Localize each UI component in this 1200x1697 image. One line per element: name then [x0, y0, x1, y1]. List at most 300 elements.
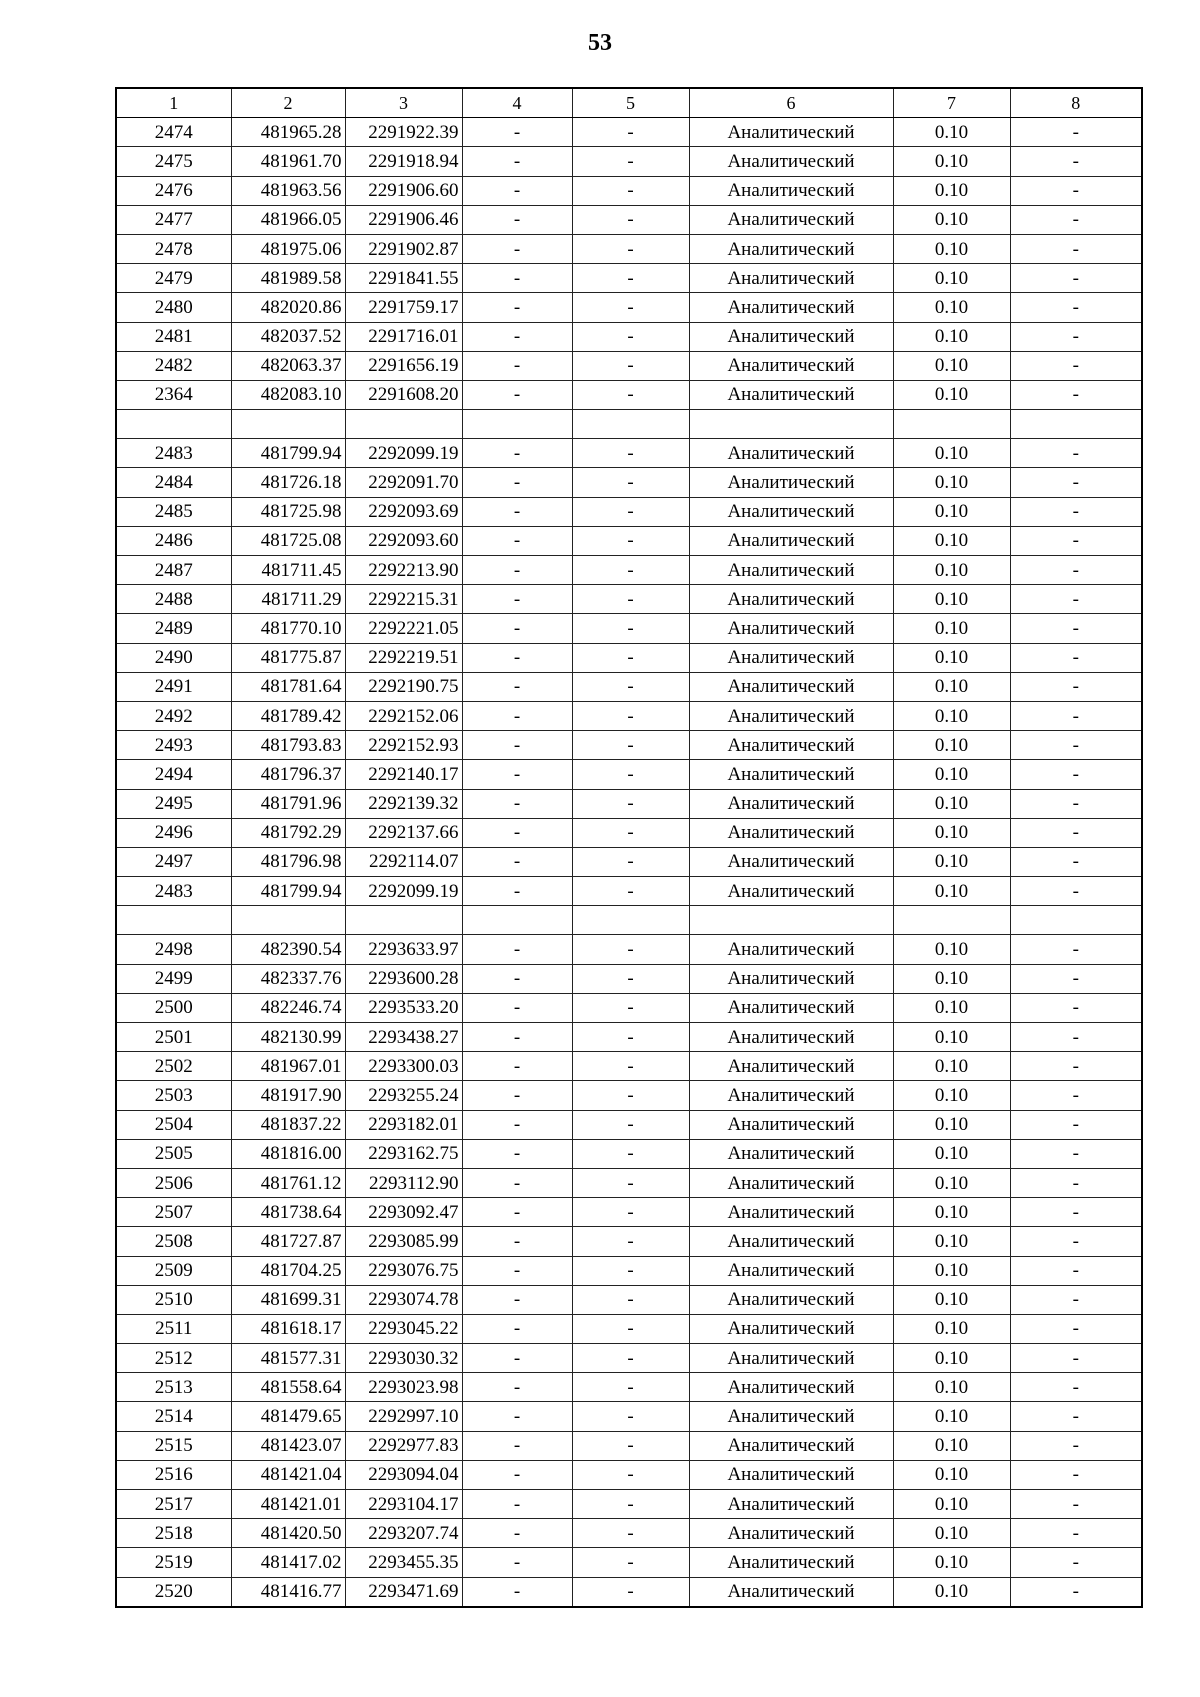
col-8-value-cell: - — [1010, 1431, 1142, 1460]
col-4-value-cell: - — [462, 585, 572, 614]
point-number-cell: 2481 — [116, 322, 231, 351]
table-row — [116, 1256, 1142, 1285]
col-5-value-cell: - — [572, 322, 689, 351]
separator-row — [116, 906, 1142, 935]
x-coordinate-cell: 482083.10 — [231, 380, 345, 409]
table-row — [116, 701, 1142, 730]
y-coordinate-cell: 2293533.20 — [345, 993, 462, 1022]
method-cell: Аналитический — [689, 1285, 893, 1314]
method-cell — [689, 410, 893, 439]
col-5-value-cell: - — [572, 701, 689, 730]
x-coordinate-cell: 481618.17 — [231, 1314, 345, 1343]
point-number-cell: 2477 — [116, 205, 231, 234]
col-8-value-cell: - — [1010, 1548, 1142, 1577]
col-4-value-cell: - — [462, 1373, 572, 1402]
col-5-value-cell: - — [572, 1519, 689, 1548]
col-8-value-cell: - — [1010, 1139, 1142, 1168]
accuracy-cell: 0.10 — [893, 1577, 1010, 1607]
x-coordinate-cell — [231, 410, 345, 439]
accuracy-cell: 0.10 — [893, 1314, 1010, 1343]
accuracy-cell: 0.10 — [893, 118, 1010, 147]
col-5-value-cell: - — [572, 1052, 689, 1081]
accuracy-cell: 0.10 — [893, 1198, 1010, 1227]
col-8-value-cell: - — [1010, 1081, 1142, 1110]
method-cell: Аналитический — [689, 672, 893, 701]
col-5-value-cell: - — [572, 1023, 689, 1052]
x-coordinate-cell: 481799.94 — [231, 877, 345, 906]
point-number-cell: 2508 — [116, 1227, 231, 1256]
point-number-cell: 2503 — [116, 1081, 231, 1110]
table-row — [116, 1227, 1142, 1256]
table-row — [116, 497, 1142, 526]
col-8-value-cell: - — [1010, 526, 1142, 555]
table-row — [116, 964, 1142, 993]
col-5-value-cell — [572, 906, 689, 935]
col-8-value-cell: - — [1010, 205, 1142, 234]
col-4-value-cell: - — [462, 234, 572, 263]
col-5-value-cell: - — [572, 147, 689, 176]
accuracy-cell: 0.10 — [893, 205, 1010, 234]
method-cell: Аналитический — [689, 1023, 893, 1052]
col-5-value-cell: - — [572, 993, 689, 1022]
y-coordinate-cell: 2292137.66 — [345, 818, 462, 847]
table-body — [116, 118, 1142, 1607]
table-row — [116, 1548, 1142, 1577]
col-5-value-cell: - — [572, 293, 689, 322]
x-coordinate-cell: 481816.00 — [231, 1139, 345, 1168]
table-row — [116, 1314, 1142, 1343]
col-8-value-cell: - — [1010, 1285, 1142, 1314]
method-cell: Аналитический — [689, 789, 893, 818]
y-coordinate-cell: 2292152.93 — [345, 731, 462, 760]
point-number-cell: 2486 — [116, 526, 231, 555]
method-cell: Аналитический — [689, 1431, 893, 1460]
accuracy-cell: 0.10 — [893, 176, 1010, 205]
column-header-8: 8 — [1010, 88, 1142, 118]
table-row — [116, 1023, 1142, 1052]
accuracy-cell: 0.10 — [893, 1519, 1010, 1548]
point-number-cell: 2512 — [116, 1344, 231, 1373]
col-8-value-cell: - — [1010, 351, 1142, 380]
col-4-value-cell: - — [462, 1314, 572, 1343]
method-cell: Аналитический — [689, 1314, 893, 1343]
col-5-value-cell: - — [572, 556, 689, 585]
y-coordinate-cell: 2292099.19 — [345, 877, 462, 906]
col-8-value-cell: - — [1010, 701, 1142, 730]
x-coordinate-cell: 481796.98 — [231, 847, 345, 876]
col-8-value-cell: - — [1010, 1344, 1142, 1373]
y-coordinate-cell: 2293600.28 — [345, 964, 462, 993]
col-5-value-cell: - — [572, 964, 689, 993]
col-5-value-cell: - — [572, 877, 689, 906]
table-row — [116, 1081, 1142, 1110]
col-8-value-cell: - — [1010, 439, 1142, 468]
point-number-cell: 2506 — [116, 1168, 231, 1197]
y-coordinate-cell: 2292099.19 — [345, 439, 462, 468]
method-cell: Аналитический — [689, 731, 893, 760]
column-header-4: 4 — [462, 88, 572, 118]
accuracy-cell: 0.10 — [893, 468, 1010, 497]
col-4-value-cell: - — [462, 205, 572, 234]
col-4-value-cell: - — [462, 672, 572, 701]
y-coordinate-cell: 2291918.94 — [345, 147, 462, 176]
table-row — [116, 1344, 1142, 1373]
point-number-cell: 2495 — [116, 789, 231, 818]
col-4-value-cell: - — [462, 556, 572, 585]
col-8-value-cell: - — [1010, 789, 1142, 818]
col-4-value-cell: - — [462, 322, 572, 351]
y-coordinate-cell: 2292139.32 — [345, 789, 462, 818]
y-coordinate-cell: 2292152.06 — [345, 701, 462, 730]
method-cell: Аналитический — [689, 1227, 893, 1256]
col-5-value-cell: - — [572, 468, 689, 497]
col-8-value-cell: - — [1010, 322, 1142, 351]
x-coordinate-cell: 482037.52 — [231, 322, 345, 351]
y-coordinate-cell: 2292221.05 — [345, 614, 462, 643]
x-coordinate-cell: 481577.31 — [231, 1344, 345, 1373]
column-header-7: 7 — [893, 88, 1010, 118]
accuracy-cell: 0.10 — [893, 789, 1010, 818]
table-row — [116, 1519, 1142, 1548]
accuracy-cell: 0.10 — [893, 818, 1010, 847]
point-number-cell: 2476 — [116, 176, 231, 205]
method-cell: Аналитический — [689, 556, 893, 585]
accuracy-cell: 0.10 — [893, 877, 1010, 906]
col-5-value-cell: - — [572, 614, 689, 643]
point-number-cell: 2513 — [116, 1373, 231, 1402]
method-cell: Аналитический — [689, 1548, 893, 1577]
col-8-value-cell: - — [1010, 1577, 1142, 1607]
y-coordinate-cell: 2293455.35 — [345, 1548, 462, 1577]
col-5-value-cell: - — [572, 760, 689, 789]
col-5-value-cell: - — [572, 818, 689, 847]
method-cell: Аналитический — [689, 439, 893, 468]
table-row — [116, 147, 1142, 176]
table-row — [116, 1139, 1142, 1168]
table-row — [116, 176, 1142, 205]
point-number-cell: 2497 — [116, 847, 231, 876]
x-coordinate-cell: 481989.58 — [231, 264, 345, 293]
y-coordinate-cell: 2293074.78 — [345, 1285, 462, 1314]
accuracy-cell: 0.10 — [893, 147, 1010, 176]
point-number-cell: 2475 — [116, 147, 231, 176]
col-8-value-cell: - — [1010, 497, 1142, 526]
table-row — [116, 322, 1142, 351]
x-coordinate-cell: 481789.42 — [231, 701, 345, 730]
point-number-cell — [116, 410, 231, 439]
method-cell: Аналитический — [689, 293, 893, 322]
y-coordinate-cell — [345, 906, 462, 935]
y-coordinate-cell: 2291841.55 — [345, 264, 462, 293]
table-row — [116, 118, 1142, 147]
point-number-cell: 2487 — [116, 556, 231, 585]
x-coordinate-cell: 481558.64 — [231, 1373, 345, 1402]
x-coordinate-cell: 481761.12 — [231, 1168, 345, 1197]
x-coordinate-cell: 481796.37 — [231, 760, 345, 789]
y-coordinate-cell: 2293085.99 — [345, 1227, 462, 1256]
table-row — [116, 1168, 1142, 1197]
table-row — [116, 789, 1142, 818]
col-5-value-cell: - — [572, 1314, 689, 1343]
accuracy-cell: 0.10 — [893, 1373, 1010, 1402]
x-coordinate-cell: 482246.74 — [231, 993, 345, 1022]
col-5-value-cell: - — [572, 1431, 689, 1460]
point-number-cell: 2478 — [116, 234, 231, 263]
x-coordinate-cell: 481417.02 — [231, 1548, 345, 1577]
point-number-cell: 2498 — [116, 935, 231, 964]
table-header — [116, 88, 1142, 118]
table-row — [116, 526, 1142, 555]
point-number-cell: 2514 — [116, 1402, 231, 1431]
col-4-value-cell: - — [462, 439, 572, 468]
col-5-value-cell: - — [572, 380, 689, 409]
header-row — [116, 88, 1142, 118]
method-cell: Аналитический — [689, 760, 893, 789]
method-cell: Аналитический — [689, 1402, 893, 1431]
col-4-value-cell: - — [462, 1402, 572, 1431]
y-coordinate-cell: 2292219.51 — [345, 643, 462, 672]
method-cell: Аналитический — [689, 993, 893, 1022]
x-coordinate-cell: 481711.45 — [231, 556, 345, 585]
x-coordinate-cell: 481421.01 — [231, 1490, 345, 1519]
y-coordinate-cell: 2292977.83 — [345, 1431, 462, 1460]
method-cell: Аналитический — [689, 1110, 893, 1139]
point-number-cell: 2502 — [116, 1052, 231, 1081]
col-4-value-cell: - — [462, 1081, 572, 1110]
x-coordinate-cell: 481799.94 — [231, 439, 345, 468]
accuracy-cell: 0.10 — [893, 322, 1010, 351]
x-coordinate-cell: 481725.98 — [231, 497, 345, 526]
y-coordinate-cell: 2293300.03 — [345, 1052, 462, 1081]
method-cell: Аналитический — [689, 205, 893, 234]
point-number-cell: 2516 — [116, 1460, 231, 1489]
accuracy-cell: 0.10 — [893, 760, 1010, 789]
point-number-cell: 2483 — [116, 439, 231, 468]
y-coordinate-cell: 2293092.47 — [345, 1198, 462, 1227]
point-number-cell: 2517 — [116, 1490, 231, 1519]
col-5-value-cell: - — [572, 526, 689, 555]
point-number-cell: 2489 — [116, 614, 231, 643]
col-5-value-cell: - — [572, 497, 689, 526]
col-8-value-cell: - — [1010, 877, 1142, 906]
col-5-value-cell: - — [572, 264, 689, 293]
table-row — [116, 643, 1142, 672]
x-coordinate-cell: 481966.05 — [231, 205, 345, 234]
col-4-value-cell: - — [462, 818, 572, 847]
accuracy-cell: 0.10 — [893, 1052, 1010, 1081]
method-cell: Аналитический — [689, 1139, 893, 1168]
column-header-6: 6 — [689, 88, 893, 118]
method-cell: Аналитический — [689, 614, 893, 643]
col-8-value-cell: - — [1010, 993, 1142, 1022]
y-coordinate-cell: 2291902.87 — [345, 234, 462, 263]
point-number-cell: 2519 — [116, 1548, 231, 1577]
accuracy-cell: 0.10 — [893, 643, 1010, 672]
accuracy-cell: 0.10 — [893, 935, 1010, 964]
col-8-value-cell: - — [1010, 293, 1142, 322]
accuracy-cell: 0.10 — [893, 1023, 1010, 1052]
col-4-value-cell: - — [462, 1198, 572, 1227]
x-coordinate-cell: 481704.25 — [231, 1256, 345, 1285]
col-4-value-cell: - — [462, 701, 572, 730]
y-coordinate-cell: 2292114.07 — [345, 847, 462, 876]
method-cell: Аналитический — [689, 964, 893, 993]
method-cell: Аналитический — [689, 1256, 893, 1285]
accuracy-cell: 0.10 — [893, 556, 1010, 585]
y-coordinate-cell: 2292093.69 — [345, 497, 462, 526]
col-4-value-cell: - — [462, 877, 572, 906]
table-row — [116, 293, 1142, 322]
point-number-cell: 2505 — [116, 1139, 231, 1168]
col-8-value-cell: - — [1010, 964, 1142, 993]
accuracy-cell: 0.10 — [893, 1285, 1010, 1314]
method-cell: Аналитический — [689, 818, 893, 847]
col-8-value-cell: - — [1010, 672, 1142, 701]
point-number-cell: 2491 — [116, 672, 231, 701]
col-5-value-cell: - — [572, 1402, 689, 1431]
method-cell: Аналитический — [689, 1081, 893, 1110]
point-number-cell: 2510 — [116, 1285, 231, 1314]
y-coordinate-cell: 2292140.17 — [345, 760, 462, 789]
col-4-value-cell: - — [462, 1023, 572, 1052]
method-cell: Аналитический — [689, 147, 893, 176]
y-coordinate-cell: 2291716.01 — [345, 322, 462, 351]
col-4-value-cell: - — [462, 1519, 572, 1548]
col-8-value-cell: - — [1010, 585, 1142, 614]
x-coordinate-cell: 481967.01 — [231, 1052, 345, 1081]
y-coordinate-cell: 2293255.24 — [345, 1081, 462, 1110]
col-5-value-cell: - — [572, 643, 689, 672]
table-row — [116, 234, 1142, 263]
col-8-value-cell: - — [1010, 1519, 1142, 1548]
x-coordinate-cell: 481792.29 — [231, 818, 345, 847]
col-5-value-cell: - — [572, 1285, 689, 1314]
table-row — [116, 205, 1142, 234]
x-coordinate-cell: 481725.08 — [231, 526, 345, 555]
method-cell: Аналитический — [689, 264, 893, 293]
table-row — [116, 614, 1142, 643]
col-4-value-cell: - — [462, 614, 572, 643]
accuracy-cell: 0.10 — [893, 1490, 1010, 1519]
accuracy-cell: 0.10 — [893, 1081, 1010, 1110]
point-number-cell: 2500 — [116, 993, 231, 1022]
col-5-value-cell: - — [572, 1139, 689, 1168]
col-4-value-cell: - — [462, 789, 572, 818]
method-cell: Аналитический — [689, 643, 893, 672]
col-8-value-cell: - — [1010, 468, 1142, 497]
point-number-cell: 2485 — [116, 497, 231, 526]
col-5-value-cell: - — [572, 789, 689, 818]
table-row — [116, 351, 1142, 380]
table-row — [116, 847, 1142, 876]
table-row — [116, 672, 1142, 701]
col-5-value-cell: - — [572, 731, 689, 760]
method-cell: Аналитический — [689, 1373, 893, 1402]
table-row — [116, 877, 1142, 906]
col-5-value-cell: - — [572, 672, 689, 701]
column-header-1: 1 — [116, 88, 231, 118]
col-5-value-cell: - — [572, 1110, 689, 1139]
col-4-value-cell: - — [462, 176, 572, 205]
x-coordinate-cell: 481726.18 — [231, 468, 345, 497]
col-5-value-cell: - — [572, 847, 689, 876]
col-8-value-cell: - — [1010, 1314, 1142, 1343]
col-4-value-cell: - — [462, 468, 572, 497]
col-5-value-cell: - — [572, 1460, 689, 1489]
point-number-cell: 2483 — [116, 877, 231, 906]
x-coordinate-cell: 481963.56 — [231, 176, 345, 205]
method-cell: Аналитический — [689, 1344, 893, 1373]
accuracy-cell: 0.10 — [893, 1460, 1010, 1489]
col-8-value-cell: - — [1010, 118, 1142, 147]
accuracy-cell: 0.10 — [893, 1402, 1010, 1431]
column-header-2: 2 — [231, 88, 345, 118]
col-8-value-cell: - — [1010, 1198, 1142, 1227]
x-coordinate-cell: 481479.65 — [231, 1402, 345, 1431]
point-number-cell — [116, 906, 231, 935]
y-coordinate-cell: 2292213.90 — [345, 556, 462, 585]
y-coordinate-cell: 2293182.01 — [345, 1110, 462, 1139]
accuracy-cell: 0.10 — [893, 964, 1010, 993]
col-4-value-cell: - — [462, 293, 572, 322]
column-header-5: 5 — [572, 88, 689, 118]
col-4-value-cell: - — [462, 526, 572, 555]
x-coordinate-cell: 481727.87 — [231, 1227, 345, 1256]
col-8-value-cell: - — [1010, 1227, 1142, 1256]
table-row — [116, 1460, 1142, 1489]
table-row — [116, 818, 1142, 847]
x-coordinate-cell: 481975.06 — [231, 234, 345, 263]
x-coordinate-cell: 481738.64 — [231, 1198, 345, 1227]
col-8-value-cell: - — [1010, 614, 1142, 643]
col-5-value-cell: - — [572, 439, 689, 468]
accuracy-cell: 0.10 — [893, 1548, 1010, 1577]
y-coordinate-cell: 2291906.46 — [345, 205, 462, 234]
y-coordinate-cell: 2291906.60 — [345, 176, 462, 205]
y-coordinate-cell: 2292997.10 — [345, 1402, 462, 1431]
accuracy-cell: 0.10 — [893, 1227, 1010, 1256]
y-coordinate-cell: 2291759.17 — [345, 293, 462, 322]
method-cell: Аналитический — [689, 847, 893, 876]
point-number-cell: 2484 — [116, 468, 231, 497]
y-coordinate-cell: 2293045.22 — [345, 1314, 462, 1343]
table-row — [116, 1285, 1142, 1314]
col-8-value-cell: - — [1010, 1052, 1142, 1081]
coordinates-table — [115, 87, 1143, 1608]
y-coordinate-cell: 2293207.74 — [345, 1519, 462, 1548]
point-number-cell: 2509 — [116, 1256, 231, 1285]
col-5-value-cell: - — [572, 585, 689, 614]
method-cell: Аналитический — [689, 1577, 893, 1607]
col-8-value-cell: - — [1010, 935, 1142, 964]
col-4-value-cell: - — [462, 1285, 572, 1314]
y-coordinate-cell: 2291922.39 — [345, 118, 462, 147]
table-row — [116, 1110, 1142, 1139]
col-4-value-cell — [462, 410, 572, 439]
col-4-value-cell: - — [462, 264, 572, 293]
y-coordinate-cell: 2293030.32 — [345, 1344, 462, 1373]
col-8-value-cell: - — [1010, 818, 1142, 847]
point-number-cell: 2511 — [116, 1314, 231, 1343]
col-4-value-cell: - — [462, 1577, 572, 1607]
y-coordinate-cell: 2293104.17 — [345, 1490, 462, 1519]
col-8-value-cell: - — [1010, 760, 1142, 789]
y-coordinate-cell: 2293438.27 — [345, 1023, 462, 1052]
col-5-value-cell: - — [572, 935, 689, 964]
method-cell: Аналитический — [689, 1198, 893, 1227]
col-4-value-cell: - — [462, 1548, 572, 1577]
col-5-value-cell: - — [572, 1168, 689, 1197]
